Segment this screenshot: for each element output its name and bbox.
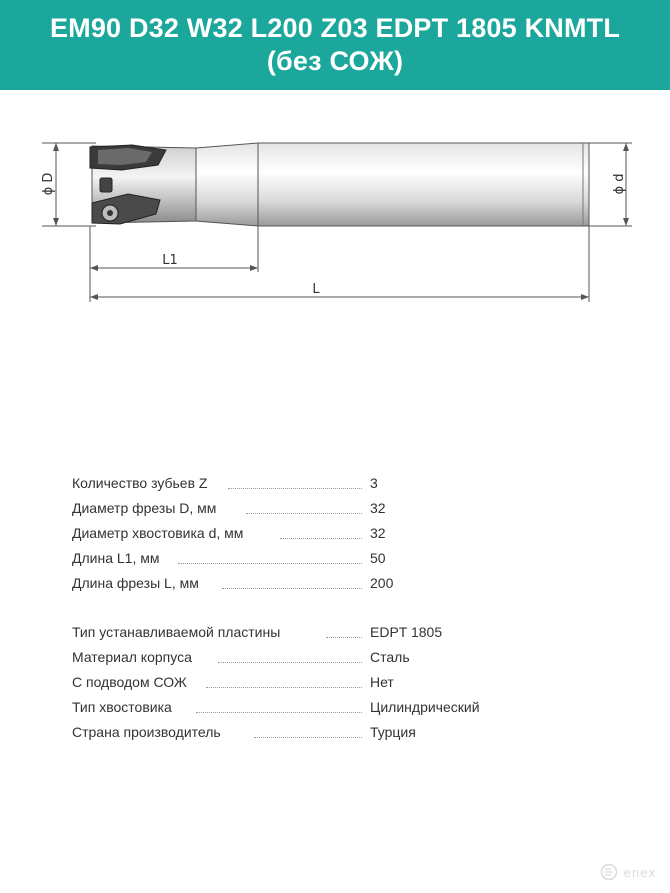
spec-row xyxy=(72,467,532,492)
dotted-leader xyxy=(196,712,362,713)
spec-value: 50 xyxy=(370,550,386,566)
dotted-leader xyxy=(326,637,362,638)
spec-value: EDPT 1805 xyxy=(370,624,443,640)
dim-label-d: ϕ d xyxy=(612,173,627,195)
spec-value: Сталь xyxy=(370,649,410,665)
spec-label: Материал корпуса xyxy=(72,649,192,665)
dotted-leader xyxy=(228,488,362,489)
dotted-leader xyxy=(254,737,362,738)
spec-label: Тип хвостовика xyxy=(72,699,172,715)
spec-label: С подводом СОЖ xyxy=(72,674,187,690)
dotted-leader xyxy=(222,588,362,589)
specs-table-details xyxy=(72,616,532,741)
watermark xyxy=(600,863,656,881)
spec-row xyxy=(72,542,532,567)
spec-label: Длина L1, мм xyxy=(72,550,160,566)
dim-label-L: L xyxy=(312,282,320,297)
spec-label: Диаметр фрезы D, мм xyxy=(72,500,217,516)
spec-value: Цилиндрический xyxy=(370,699,480,715)
spec-row xyxy=(72,716,532,741)
dotted-leader xyxy=(280,538,362,539)
spec-label: Тип устанавливаемой пластины xyxy=(72,624,281,640)
dotted-leader xyxy=(206,687,362,688)
dotted-leader xyxy=(246,513,362,514)
spec-label: Диаметр хвостовика d, мм xyxy=(72,525,244,541)
dotted-leader xyxy=(178,563,362,564)
spec-value: 32 xyxy=(370,500,386,516)
dim-label-L1: L1 xyxy=(162,253,178,268)
spec-row xyxy=(72,616,532,641)
tool-shank xyxy=(258,143,589,226)
spec-label: Количество зубьев Z xyxy=(72,475,208,491)
spec-value: 3 xyxy=(370,475,378,491)
spec-value: 32 xyxy=(370,525,386,541)
spec-label: Страна производитель xyxy=(72,724,221,740)
product-subtitle: (без СОЖ) xyxy=(266,46,404,76)
watermark-text: enex xyxy=(623,864,656,880)
spec-label: Длина фрезы L, мм xyxy=(72,575,199,591)
technical-drawing xyxy=(0,100,670,320)
spec-row xyxy=(72,517,532,542)
product-title: EM90 D32 W32 L200 Z03 EDPT 1805 KNMTL xyxy=(49,13,621,43)
spec-row xyxy=(72,492,532,517)
spec-value: 200 xyxy=(370,575,394,591)
dim-label-D: ϕ D xyxy=(41,172,56,196)
specs-table-main xyxy=(72,467,532,592)
spec-row xyxy=(72,666,532,691)
enex-logo-icon xyxy=(600,863,618,881)
spec-value: Турция xyxy=(370,724,416,740)
spec-row xyxy=(72,641,532,666)
spec-row xyxy=(72,567,532,592)
title-banner xyxy=(0,0,670,90)
spec-row xyxy=(72,691,532,716)
dotted-leader xyxy=(218,662,362,663)
spec-value: Нет xyxy=(370,674,394,690)
